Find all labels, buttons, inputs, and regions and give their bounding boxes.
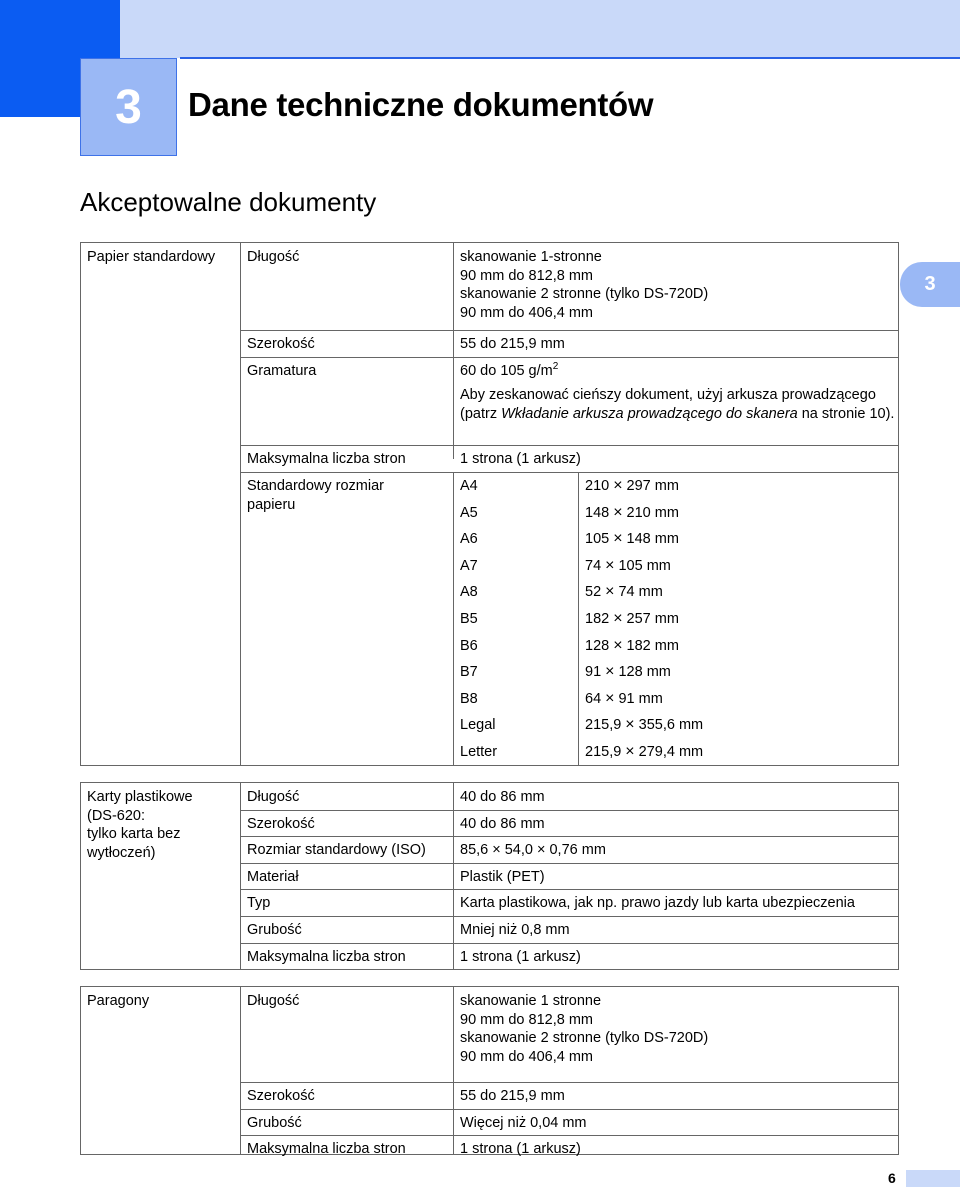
paper-size-dimensions: 64 × 91 mm [585,689,663,707]
guide-sheet-link[interactable]: Wkładanie arkusza prowadzącego do skanera [501,405,798,422]
chapter-number: 3 [80,58,177,156]
receipt-row-value: Więcej niż 0,04 mm [460,1114,587,1131]
paper-size-dimensions: 105 × 148 mm [585,530,679,548]
times-symbol: × [605,556,615,574]
receipt-row-value: 1 strona (1 arkusz) [460,1141,581,1158]
card-row-value: 1 strona (1 arkusz) [460,948,581,965]
card-row-value: 40 do 86 mm [460,815,545,832]
paper-size-name: B7 [460,664,478,681]
paper-size-dimensions: 52 × 74 mm [585,583,663,601]
paper-size-dimensions: 148 × 210 mm [585,503,679,521]
paper-size-name: A4 [460,478,478,494]
card-row-value: 85,6 × 54,0 × 0,76 mm [460,842,606,859]
paper-size-name: A5 [460,504,478,521]
times-symbol: × [605,689,615,707]
paper-size-name: A8 [460,584,478,601]
paper-length-label: Długość [247,249,300,265]
times-symbol: × [625,716,635,734]
chapter-title: Dane techniczne dokumentów [188,86,654,123]
paper-table [80,242,899,766]
paper-size-dimensions: 91 × 128 mm [585,663,671,681]
card-category: Karty plastikowe (DS-620: tylko karta bez wytłoczeń) [87,789,193,861]
header-band [120,0,960,58]
paper-width-label: Szerokość [247,336,315,352]
times-symbol: × [625,743,635,760]
paper-weight-note: Aby zeskanować cieńszy dokument, użyj arkusza prowadzącego (patrz Wkładanie arkusza prowadzącego do skanera na stronie 10). [460,387,895,422]
card-row-label: Długość [247,789,300,805]
paper-weight-value: 60 do 105 $g/m^2$ [460,361,559,379]
times-symbol: × [613,530,623,548]
times-symbol: × [613,503,623,521]
paper-size-name: Legal [460,717,496,734]
chapter-side-tab[interactable]: 3 [900,262,960,307]
paper-stdsize-label: Standardowy rozmiar papieru [247,478,384,513]
paper-size-name: A7 [460,557,478,574]
section-title: Akceptowalne dokumenty [80,187,377,217]
paper-maxpages-label: Maksymalna liczba stron [247,451,406,467]
receipt-length-value: skanowanie 1 stronne 90 mm do 812,8 mm skanowanie 2 stronne (tylko DS-720D) 90 mm do 406,4 mm [460,993,709,1065]
card-row-value: Plastik (PET) [460,868,545,885]
times-symbol: × [613,610,623,627]
paper-length-value: skanowanie 1-stronne 90 mm do 812,8 mm skanowanie 2 stronne (tylko DS-720D) 90 mm do 406,4 mm [460,249,709,321]
card-row-label: Maksymalna liczba stron [247,948,406,965]
receipt-category: Paragony [87,993,150,1009]
header-rule [180,57,960,59]
times-symbol: × [605,663,615,681]
paper-width-value: 55 do 215,9 mm [460,336,565,352]
paper-category: Papier standardowy [87,249,216,265]
receipt-length-label: Długość [247,993,300,1009]
paper-size-name: Letter [460,744,498,760]
paper-weight-label: Gramatura [247,363,317,379]
card-row-label: Grubość [247,922,302,938]
paper-size-dimensions: 215,9 × 355,6 mm [585,716,704,734]
paper-size-name: B6 [460,637,478,654]
receipt-table [80,986,899,1158]
paper-size-dimensions: 210 × 297 mm [585,477,679,494]
paper-size-name: A6 [460,531,478,548]
paper-size-dimensions: 74 × 105 mm [585,556,671,574]
receipt-row-label: Maksymalna liczba stron [247,1141,406,1158]
times-symbol: × [613,477,623,494]
card-row-label: Materiał [247,868,299,885]
page-number: 6 [888,1170,896,1186]
paper-size-name: B5 [460,611,478,627]
paper-maxpages-value: 1 strona (1 arkusz) [460,451,581,467]
card-row-value: 40 do 86 mm [460,789,545,805]
card-row-value: Karta plastikowa, jak np. prawo jazdy lub karta ubezpieczenia [460,895,855,912]
card-row-label: Typ [247,895,271,912]
times-symbol: × [605,583,615,601]
receipt-row-label: Szerokość [247,1088,315,1104]
receipt-row-value: 55 do 215,9 mm [460,1088,565,1104]
card-row-label: Szerokość [247,815,315,832]
card-table [80,782,899,970]
times-symbol: × [613,636,623,654]
paper-size-name: B8 [460,690,478,707]
card-row-label: Rozmiar standardowy (ISO) [247,842,426,859]
paper-size-dimensions: 182 × 257 mm [585,610,679,627]
paper-size-dimensions: 128 × 182 mm [585,636,679,654]
page-number-bar [906,1170,960,1187]
card-row-value: Mniej niż 0,8 mm [460,922,570,938]
receipt-row-label: Grubość [247,1114,302,1131]
paper-size-dimensions: 215,9 × 279,4 mm [585,743,704,760]
